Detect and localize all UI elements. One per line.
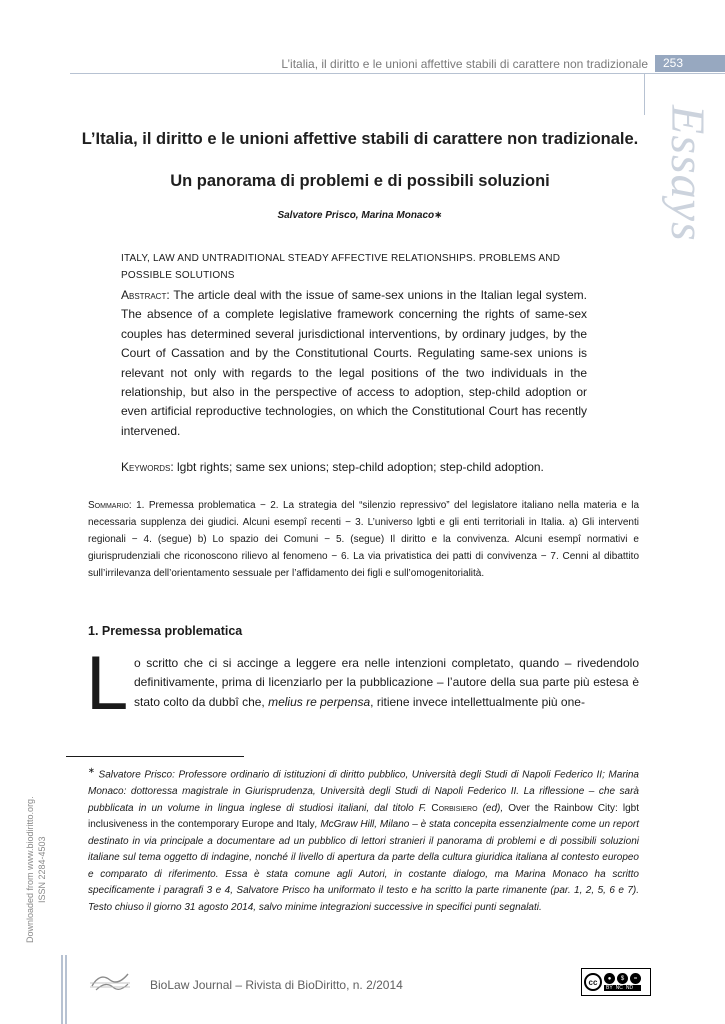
- english-title: ITALY, LAW AND UNTRADITIONAL STEADY AFFECTIVE RELATIONSHIPS. PROBLEMS AND POSSIBLE SOLUTIONS: [121, 253, 561, 281]
- footnote-book-title: Over the Rainbow City: lgbt inclusiveness in the contemporary Europe and Italy: [88, 802, 640, 831]
- keywords-text: : lgbt rights; same sex unions; step-child adoption; step-child adoption.: [170, 460, 544, 474]
- drop-cap: L: [86, 641, 129, 726]
- cc-label-nd: ND: [625, 985, 634, 991]
- page-number: 253: [655, 55, 725, 72]
- footnote-rule: [66, 756, 244, 757]
- author-footnote-mark[interactable]: ∗: [434, 210, 443, 221]
- cc-label-by: BY: [606, 985, 613, 991]
- table-of-contents: [88, 497, 639, 582]
- sommario-label: Sommario: [88, 500, 129, 511]
- cc-icons: [604, 973, 641, 991]
- download-line-2: ISSN 2284-4503: [37, 836, 47, 904]
- sommario-text: : 1. Premessa problematica − 2. La strategia del “silenzio repressivo” del legislatore italiano nella materia e la necessaria supplenza dei giudici. Alcuni esempî recenti − 3. L’universo lgbti e gli enti territoriali in Italia. a) Gli interventi regionali − 4. (segue) b) Lo spazio dei Comuni − 5. (segue) Il diritto e la convivenza. Alcuni esempî normativi e giurisprudenziali che riconoscono rilievo al fenomeno − 6. La via privatistica dei patti di convivenza − 7. Cenni al dibattito sull’irrilevanza dell’orientamento sessuale per l’affidamento dei figli e sull’omogenitorialità.: [88, 500, 639, 579]
- journal-logo-icon: [88, 966, 132, 996]
- cc-icon: cc: [584, 973, 602, 991]
- keywords: [121, 458, 587, 477]
- abstract-label: Abstract: [121, 288, 167, 302]
- article-authors: [60, 210, 660, 221]
- footnote-part3: , McGraw Hill, Milano – è stata concepita essenzialmente come un report destinato in via principale a documentare ad un pubblico di lettori stranieri il panorama di problemi e di possibili soluzioni italiane sul tema oggetto di indagine, nonché il livello di apertura da parte della cultura giuridica italiana al contesto europeo e comparato di riferimento. Essa è stata comune agli Autori, in costante dialogo, ma Marina Monaco ha scritto specificamente i paragrafi 3 e 4, Salvatore Prisco ha uniformato il testo e ha scritto la parte rimanente (par. 1, 2, 5, 6 e 7). Testo chiuso il giorno 31 agosto 2014, salvo minime integrazioni successive in specifici punti segnalati.: [88, 819, 639, 914]
- section-heading: 1. Premessa problematica: [88, 624, 243, 638]
- footnote: [88, 762, 639, 917]
- abstract: [121, 286, 587, 441]
- footnote-part2: (ed),: [477, 802, 509, 814]
- cc-license-badge[interactable]: [581, 968, 651, 996]
- footnote-editor: Corbisiero: [431, 802, 478, 814]
- article-subtitle: Un panorama di problemi e di possibili soluzioni: [170, 172, 550, 190]
- footnote-part1: Salvatore Prisco: Professore ordinario di istituzioni di diritto pubblico, Università degli Studi di Napoli Federico II; Marina Monaco: dottoressa magistrale in Giurisprudenza, Università degli Studi di Napoli Federico II. La riflessione – che sarà pubblicata in un volume in lingua inglese di studiosi italiani, dal titolo F.: [88, 769, 639, 814]
- journal-citation: BioLaw Journal – Rivista di BioDiritto, n. 2/2014: [150, 978, 403, 992]
- article-title: L’Italia, il diritto e le unioni affettive stabili di carattere non tradizionale.: [81, 130, 639, 148]
- download-note: [24, 780, 66, 960]
- authors-text: Salvatore Prisco, Marina Monaco: [277, 210, 435, 221]
- keywords-label: Keywords: [121, 460, 171, 474]
- section-logo: Essays: [661, 105, 714, 242]
- by-icon: ●: [604, 973, 615, 984]
- cc-label-nc: NC: [615, 985, 623, 991]
- body-text-end: , ritiene invece intellettualmente più one-: [370, 694, 585, 709]
- footnote-mark: ∗: [88, 765, 95, 775]
- body-paragraph: [134, 654, 639, 712]
- body-text-start: o scritto che ci si accinge a leggere era nelle intenzioni completato, quando – rivedendolo definitivamente, prima di licenziarlo per la pubblicazione – l’autore della sua parte più estesa è stato colto da dubbî che,: [134, 656, 639, 709]
- nd-icon: =: [630, 973, 641, 984]
- running-header: L’italia, il diritto e le unioni affettive stabili di carattere non tradizionale: [281, 57, 648, 71]
- footer-bars: [61, 955, 67, 1024]
- nc-icon: $: [617, 973, 628, 984]
- download-line-1: Downloaded from www.biodiritto.org.: [25, 796, 35, 944]
- header-rule: [70, 73, 725, 74]
- body-text-italic: melius re perpensa: [268, 694, 371, 709]
- abstract-text: : The article deal with the issue of same-sex unions in the Italian legal system. The absence of a complete legislative framework concerning the rights of same-sex couples has determined several jurisdictional interventions, by ordinary judges, by the Court of Cassation and by the Constitutional Courts. Regulating same-sex unions is relevant not only with regards to the legal positions of the two individuals in the relationship, but also in the perspective of access to adoption, step-child adoption or even artificial reproductive technologies, on which the Constitutional Court has recently intervened.: [121, 288, 587, 438]
